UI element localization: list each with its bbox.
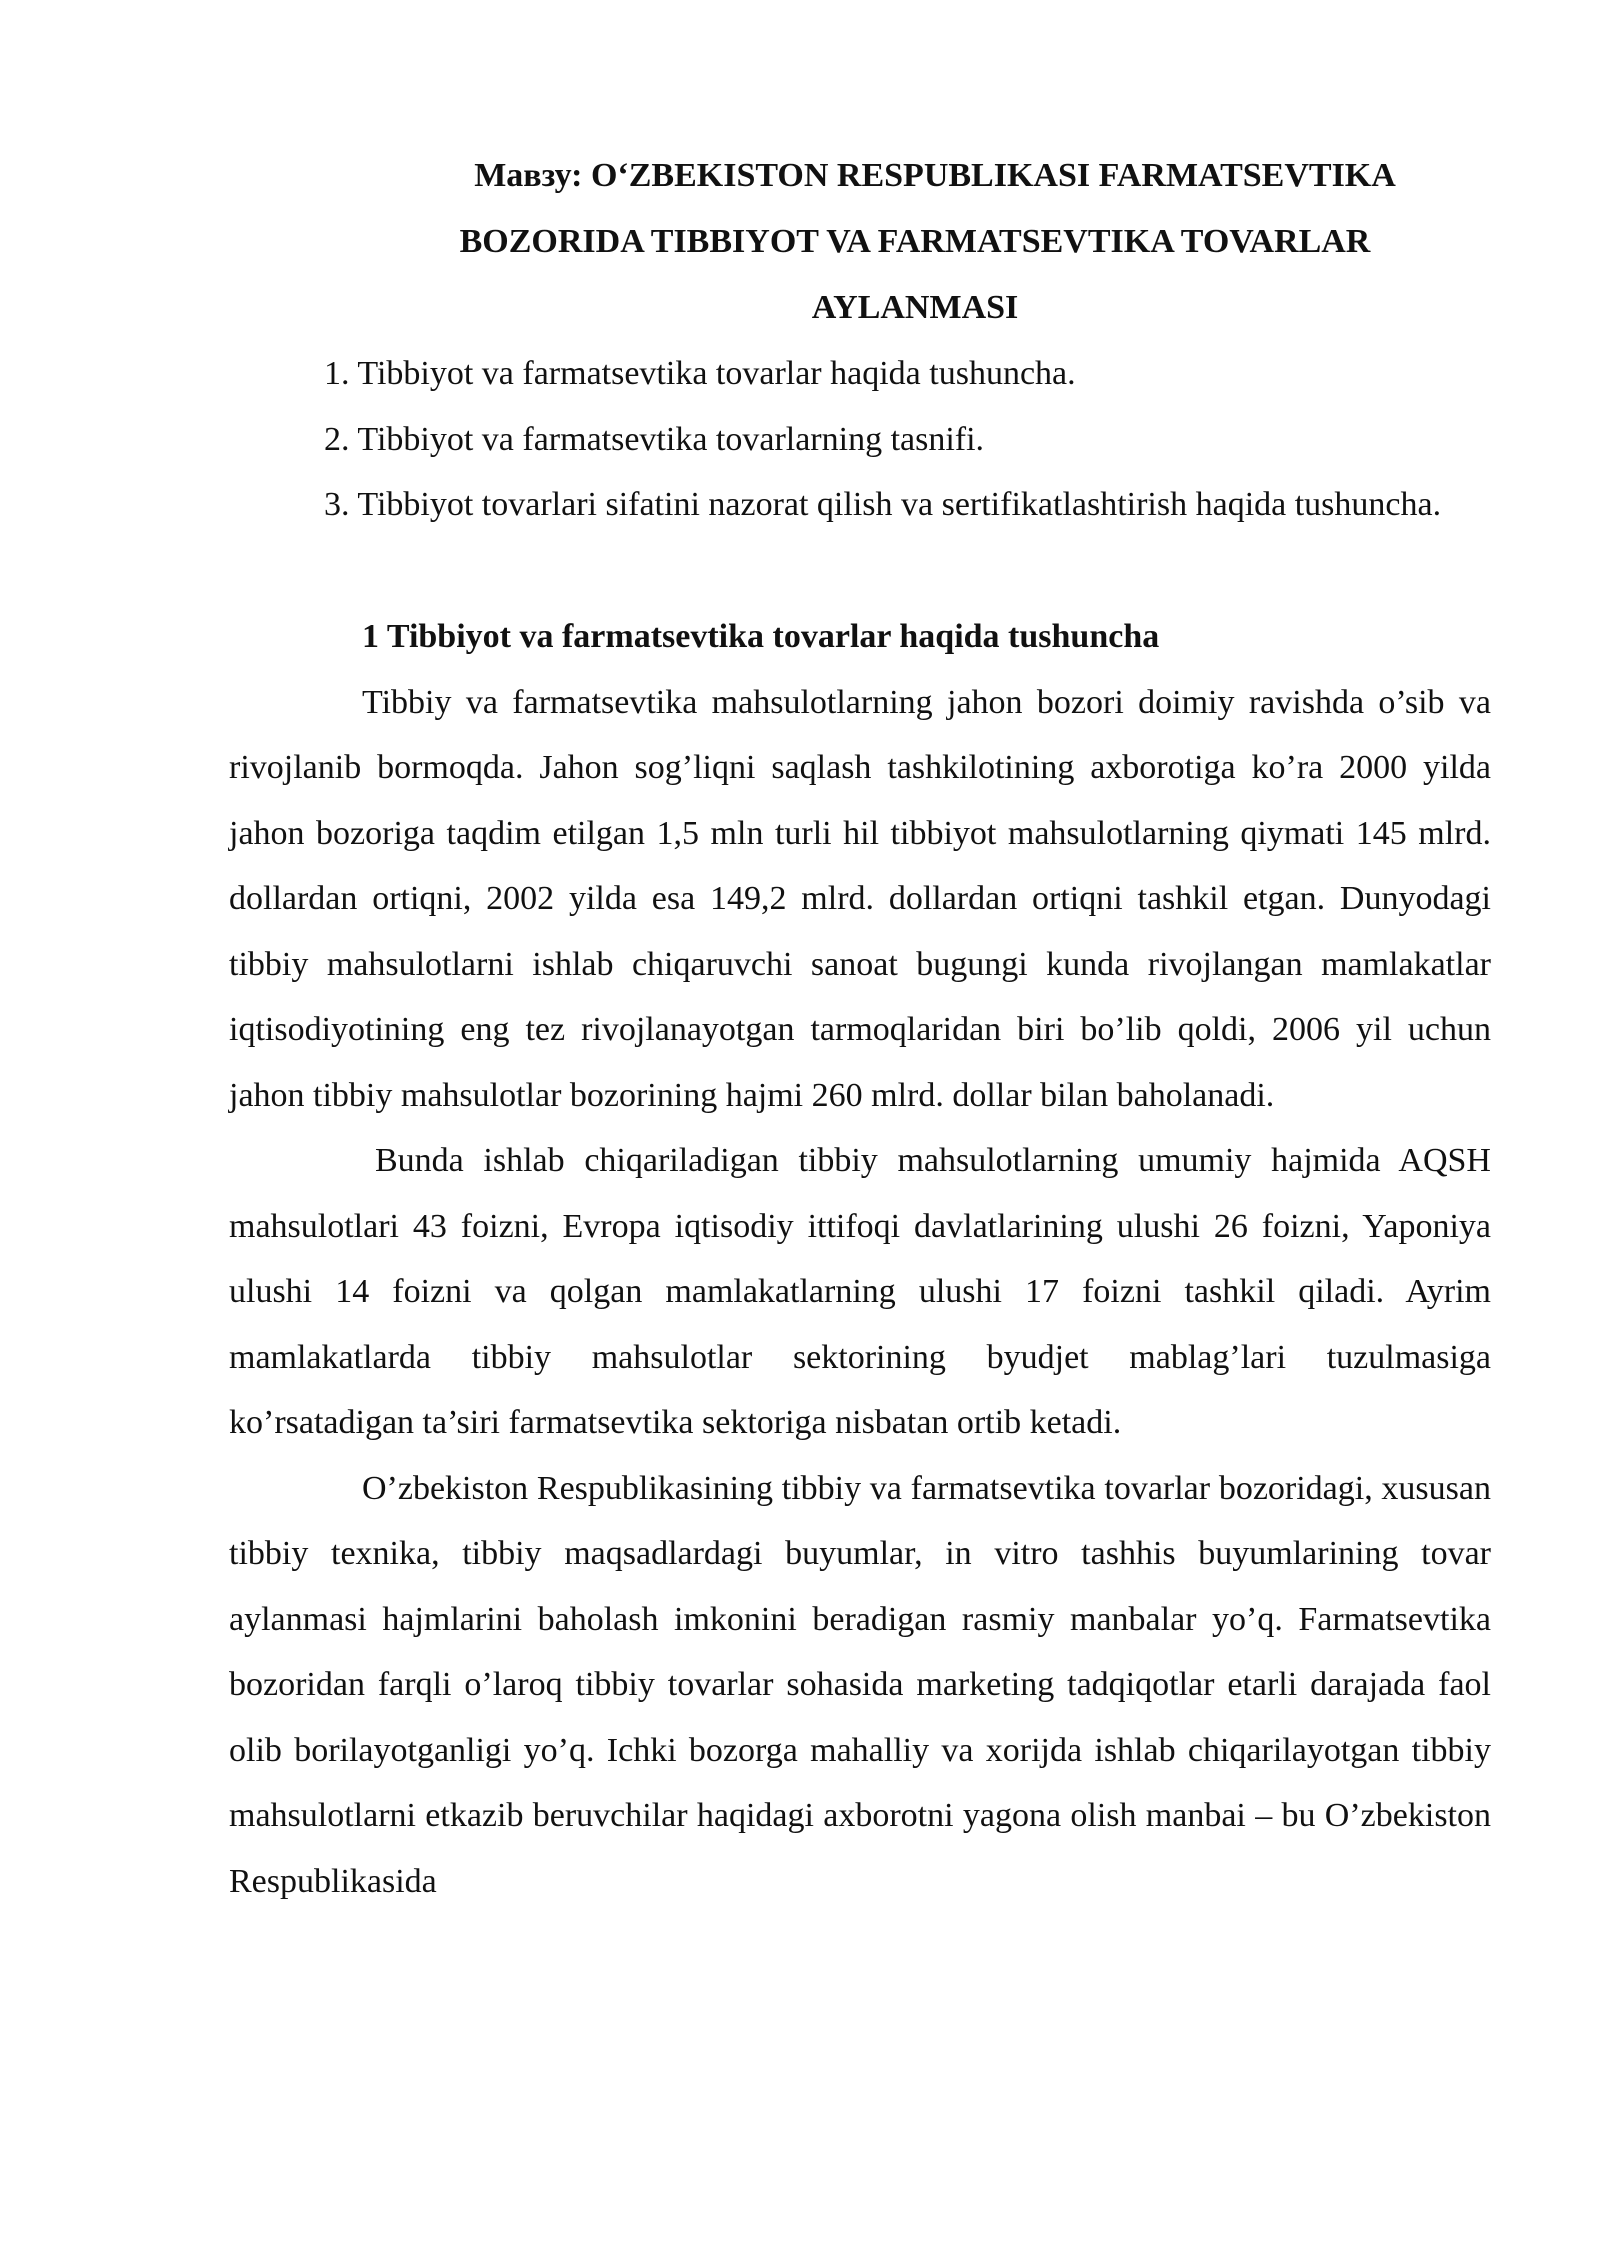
section-heading: 1 Tibbiyot va farmatsevtika tovarlar haqida tushuncha: [362, 617, 1160, 655]
body-paragraph: Tibbiy va farmatsevtika mahsulotlarning jahon bozori doimiy ravishda o’sib va rivojlanib bormoqda. Jahon sog’liqni saqlash tashkilotining axborotiga ko’ra 2000 yilda jahon bozoriga taqdim etilgan 1,5 mln turli hil tibbiyot mahsulotlarning qiymati 145 mlrd. dollardan ortiqni, 2002 yilda esa 149,2 mlrd. dollardan ortiqni tashkil etgan. Dunyodagi tibbiy mahsulotlarni ishlab chiqaruvchi sanoat bugungi kunda rivojlangan mamlakatlar iqtisodiyotining eng tez rivojlanayotgan tarmoqlaridan biri bo’lib qoldi, 2006 yil uchun jahon tibbiy mahsulotlar bozorining hajmi 260 mlrd. dollar bilan baholanadi.: [229, 683, 1491, 1114]
title-line: Мавзу: O‘ZBEKISTON RESPUBLIKASI FARMATSEVTIKA: [474, 157, 1396, 194]
title-line: BOZORIDA TIBBIYOT VA FARMATSEVTIKA TOVARLAR: [459, 223, 1371, 260]
outline-item: 3. Tibbiyot tovarlari sifatini nazorat qilish va sertifikatlashtirish haqida tushuncha.: [324, 486, 1442, 523]
body-paragraph: Bunda ishlab chiqariladigan tibbiy mahsulotlarning umumiy hajmida AQSH mahsulotlari 43 foizni, Evropa iqtisodiy ittifoqi davlatlarining ulushi 26 foizni, Yaponiya ulushi 14 foizni va qolgan mamlakatlarning ulushi 17 foizni tashkil qiladi. Ayrim mamlakatlarda tibbiy mahsulotlar sektorining byudjet mablag’lari tuzulmasiga ko’rsatadigan ta’siri farmatsevtika sektoriga nisbatan ortib ketadi.: [229, 1142, 1491, 1441]
body-paragraph: O’zbekiston Respublikasining tibbiy va farmatsevtika tovarlar bozoridagi, xususan tibbiy texnika, tibbiy maqsadlardagi buyumlar, in vitro tashhis buyumlarining tovar aylanmasi hajmlarini baholash imkonini beradigan rasmiy manbalar yo’q. Farmatsevtika bozoridan farqli o’laroq tibbiy tovarlar sohasida marketing tadqiqotlar etarli darajada faol olib borilayotganligi yo’q. Ichki bozorga mahalliy va xorijda ishlab chiqarilayotgan tibbiy mahsulotlarni etkazib beruvchilar haqidagi axborotni yagona olish manbai – bu O’zbekiston Respublikasida: [229, 1469, 1491, 1900]
document-title: [229, 143, 1491, 341]
outline-item: 2. Tibbiyot va farmatsevtika tovarlarning tasnifi.: [324, 420, 985, 458]
topic-outline: [229, 341, 1491, 538]
page-content: [229, 143, 1491, 1914]
title-line: AYLANMASI: [811, 289, 1019, 326]
outline-item: 1. Tibbiyot va farmatsevtika tovarlar haqida tushuncha.: [324, 355, 1076, 392]
